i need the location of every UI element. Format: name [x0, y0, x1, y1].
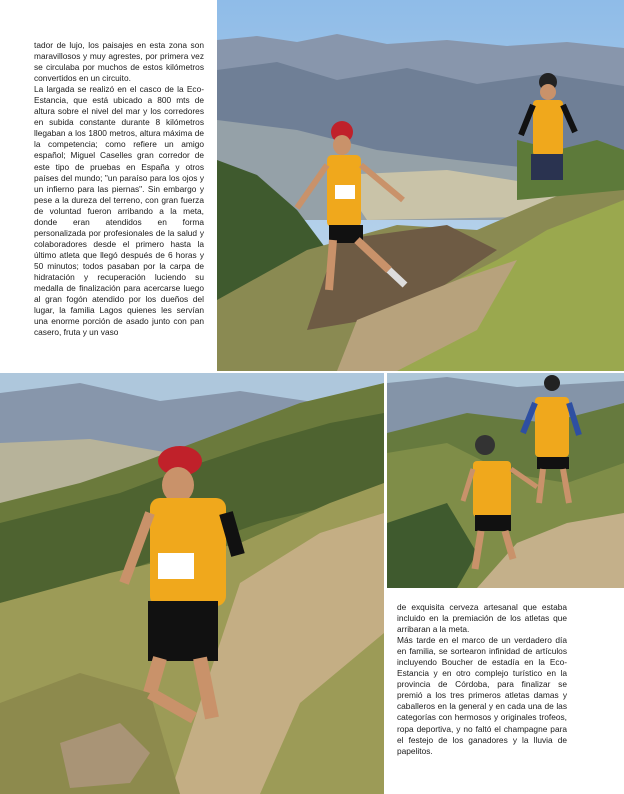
article-column-right [397, 602, 567, 757]
photo-two-runners [387, 373, 624, 588]
paragraph: Más tarde en el marco de un verdadero día en familia, se sortearon infinidad de artículos incluyendo Boucher de estadía en la Eco-Estancia y en otro complejo turístico en la provincia de Córdoba, para finalizar se premió a los tres primeros atletas damas y caballeros en la general y en cada una de las categorías con hermosos y originales trofeos, ropa deportiva, y no faltó el champagne para el festejo de los ganadores y la lluvia de papelitos. [397, 635, 567, 756]
photo-image [0, 373, 384, 794]
paragraph: tador de lujo, los paisajes en esta zona son maravillosos y muy agrestes, por primera vez se circulaba por muchos de estos kilómetros convertidos en un circuito. [34, 40, 204, 84]
paragraph: de exquisita cerveza artesanal que estaba incluido en la premiación de los atletas que arribaran a la meta. [397, 602, 567, 635]
photo-image [217, 0, 624, 371]
paragraph: La largada se realizó en el casco de la Eco-Estancia, que está ubicado a 800 mts de altura sobre el nivel del mar y los corredores en subida constante durante 8 kilómetros llegaban a los 1800 metros, altura máxima de la competencia; como refiere un amigo español; Miguel Caselles gran corredor de este tipo de pruebas en España y otros países del mundo; "un paraíso para los ojos y un infierno para las piernas". Sin embargo y pese a la dureza del terreno, con gran fuerza de voluntad fueron arribando a la meta, donde eran atendidos en forma personalizada por profesionales de la salud y colaboradores desde el primero hasta la último atleta que llegó después de 6 horas y 50 minutos; todos pasaban por la carpa de hidratación y recuperación luciendo su medalla de finalización para acercarse luego al gran fogón atendido por los dueños del lugar, la familia Lagos quienes les servían una enorme porción de asado junto con pan casero, fruta y un vaso [34, 84, 204, 338]
photo-image [387, 373, 624, 588]
photo-runners-mountain-trail [217, 0, 624, 371]
article-column-left [34, 40, 204, 338]
photo-runner-descending [0, 373, 384, 794]
